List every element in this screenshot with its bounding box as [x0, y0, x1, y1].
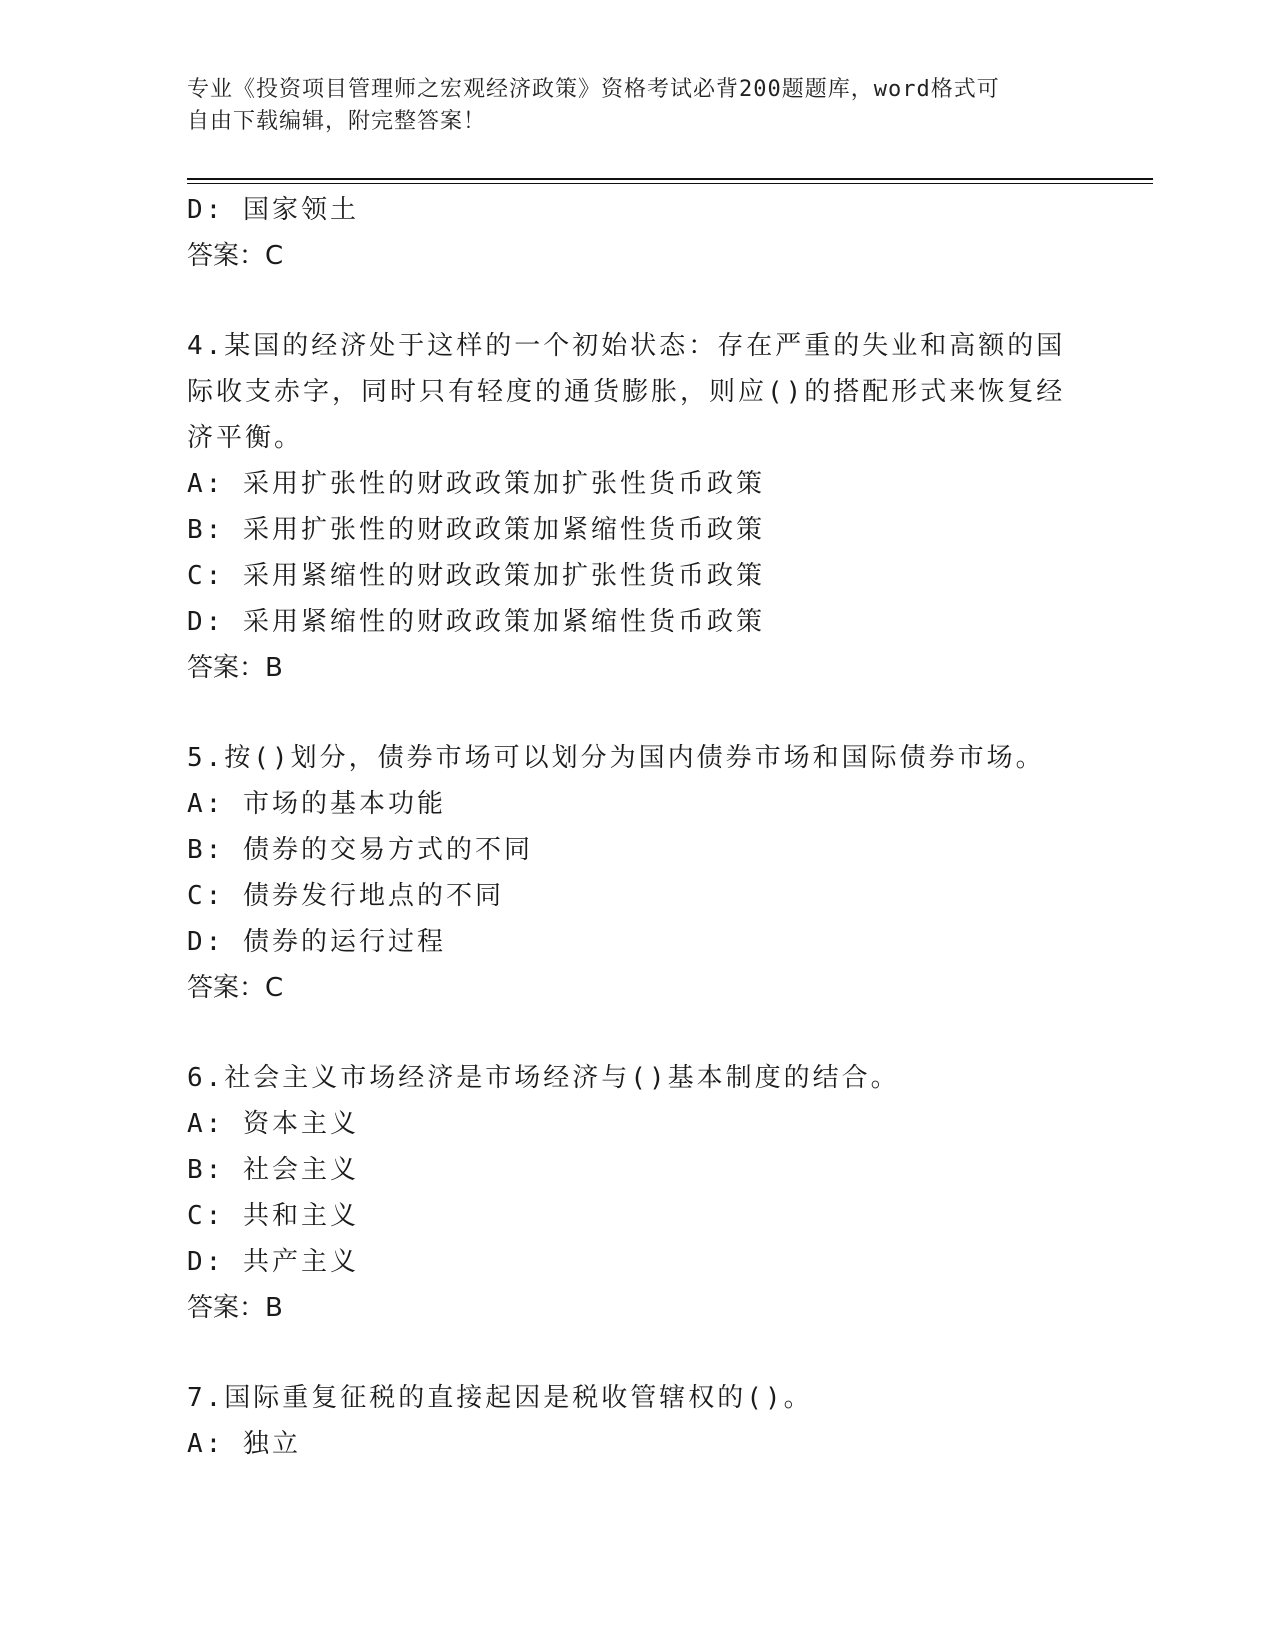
question-5-option-b: B: 债券的交易方式的不同 [187, 835, 533, 865]
question-5-answer: 答案：C [187, 973, 284, 1003]
prev-answer: 答案：C [187, 241, 284, 271]
question-7-option-a: A: 独立 [187, 1429, 301, 1459]
question-6 [187, 1055, 1067, 1331]
question-5-option-c: C: 债券发行地点的不同 [187, 881, 504, 911]
question-5-text: 5.按()划分，债券市场可以划分为国内债券市场和国际债券市场。 [187, 743, 1045, 773]
question-7-text: 7.国际重复征税的直接起因是税收管辖权的()。 [187, 1383, 813, 1413]
question-4-option-d: D: 采用紧缩性的财政政策加紧缩性货币政策 [187, 607, 765, 637]
question-list [187, 187, 1067, 1467]
spacer [187, 1011, 1067, 1055]
question-6-option-b: B: 社会主义 [187, 1155, 359, 1185]
question-4-text-2: 际收支赤字，同时只有轻度的通货膨胀，则应()的搭配形式来恢复经 [187, 377, 1066, 407]
header-rule-thick [187, 178, 1153, 180]
question-6-option-c: C: 共和主义 [187, 1201, 359, 1231]
header-line-2: 自由下载编辑，附完整答案！ [187, 109, 487, 134]
question-5-option-a: A: 市场的基本功能 [187, 789, 446, 819]
question-6-text: 6.社会主义市场经济是市场经济与()基本制度的结合。 [187, 1063, 900, 1093]
question-4-text-1: 4.某国的经济处于这样的一个初始状态：存在严重的失业和高额的国 [187, 331, 1066, 361]
header-line-1: 专业《投资项目管理师之宏观经济政策》资格考试必背200题题库，word格式可 [187, 77, 1000, 102]
spacer [187, 279, 1067, 323]
header-rule-thin [187, 183, 1153, 184]
question-4-option-a: A: 采用扩张性的财政政策加扩张性货币政策 [187, 469, 765, 499]
question-4 [187, 323, 1067, 691]
spacer [187, 691, 1067, 735]
prev-option-d: D: 国家领土 [187, 195, 359, 225]
spacer [187, 1331, 1067, 1375]
question-4-answer: 答案：B [187, 653, 283, 683]
question-4-option-b: B: 采用扩张性的财政政策加紧缩性货币政策 [187, 515, 765, 545]
document-header [187, 74, 1067, 138]
question-5-option-d: D: 债券的运行过程 [187, 927, 446, 957]
question-4-option-c: C: 采用紧缩性的财政政策加扩张性货币政策 [187, 561, 765, 591]
question-5 [187, 735, 1067, 1011]
question-6-option-a: A: 资本主义 [187, 1109, 359, 1139]
question-4-text-3: 济平衡。 [187, 423, 304, 453]
question-6-option-d: D: 共产主义 [187, 1247, 359, 1277]
question-7 [187, 1375, 1067, 1467]
question-6-answer: 答案：B [187, 1293, 283, 1323]
